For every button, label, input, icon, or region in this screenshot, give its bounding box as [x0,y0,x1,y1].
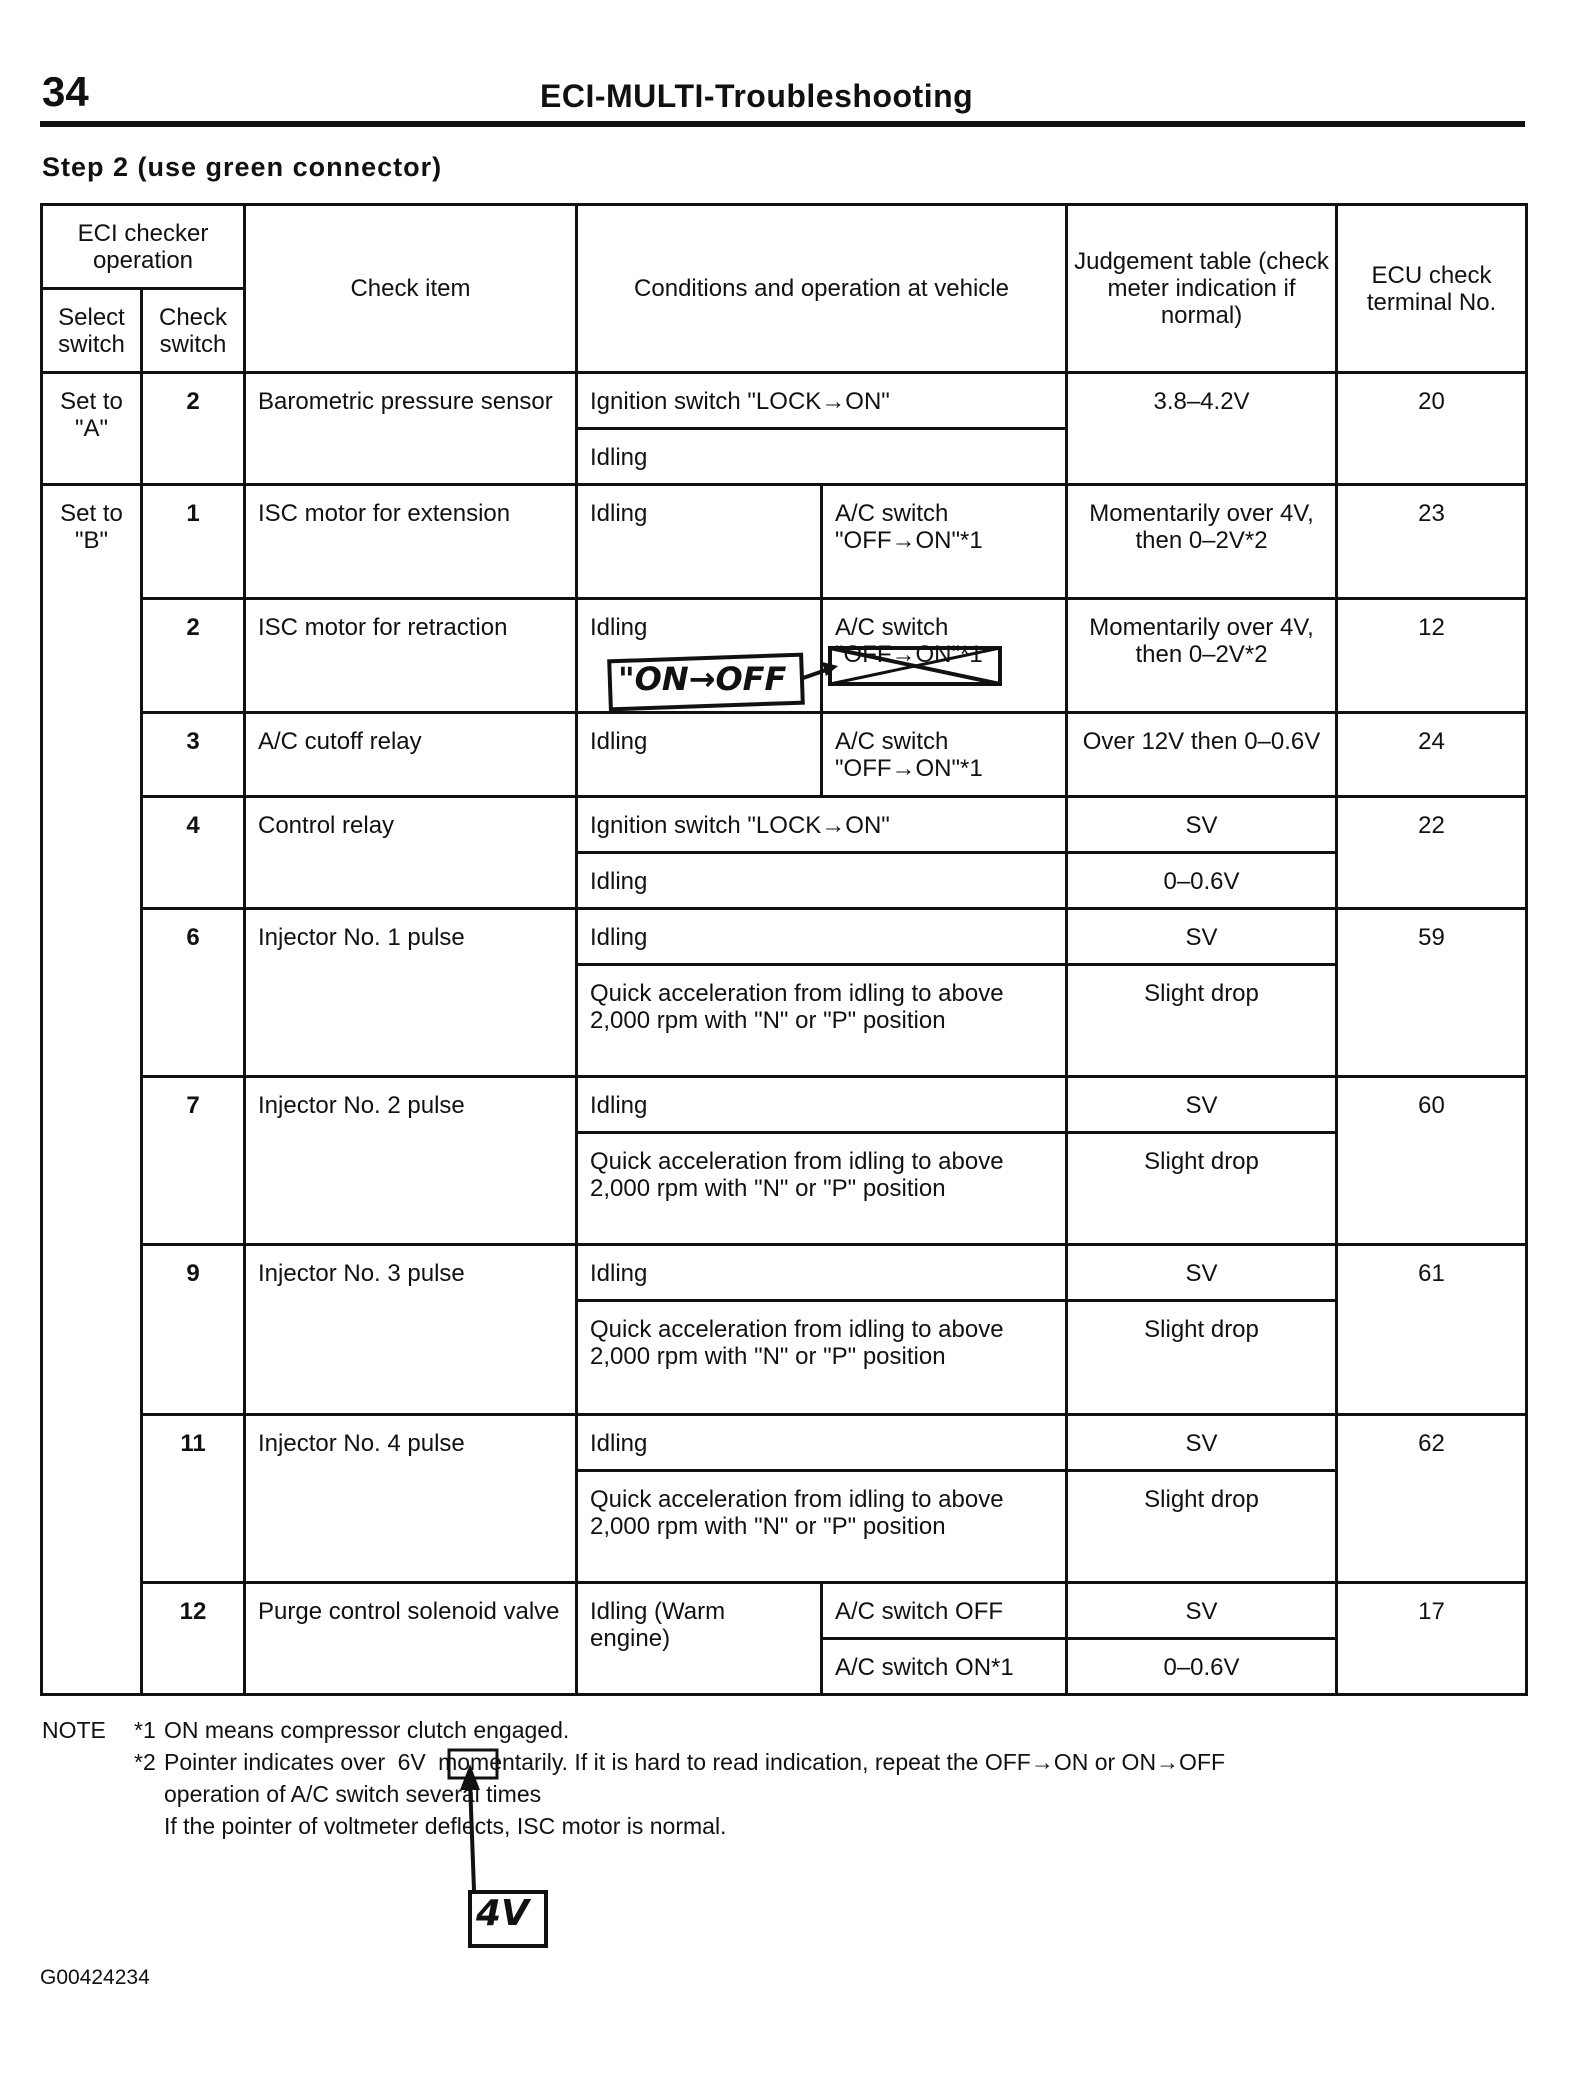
footnote-2-line-3: If the pointer of voltmeter deflects, ISC motor is normal. [164,1813,727,1839]
header-conditions: Conditions and operation at vehicle [577,205,1067,373]
condition: Quick acceleration from idling to above 2,000 rpm with "N" or "P" position [577,1133,1067,1245]
check-item: Barometric pressure sensor [245,373,577,485]
page-number: 34 [42,68,89,115]
check-switch-number: 3 [142,713,245,797]
condition: Quick acceleration from idling to above 2,000 rpm with "N" or "P" position [577,1301,1067,1415]
judgement: 0–0.6V [1067,853,1337,909]
judgement: SV [1067,1415,1337,1471]
header-ecu-terminal: ECU check terminal No. [1337,205,1527,373]
judgement: 0–0.6V [1067,1639,1337,1695]
notes [42,1714,1542,1842]
judgement: Momentarily over 4V, then 0–2V*2 [1067,599,1337,713]
sub-condition: A/C switch ON*1 [822,1639,1067,1695]
page-title: ECI-MULTI-Troubleshooting [540,78,974,114]
condition: Ignition switch "LOCK→ON" [577,797,1067,853]
check-item: Injector No. 4 pulse [245,1415,577,1583]
check-switch-number: 2 [142,373,245,485]
judgement: SV [1067,1583,1337,1639]
header-check-switch: Check switch [142,289,245,373]
check-switch-number: 9 [142,1245,245,1415]
sub-condition: A/C switch "OFF→ON"*1 [822,485,1067,599]
condition: Ignition switch "LOCK→ON" [577,373,1067,429]
judgement: Slight drop [1067,1133,1337,1245]
condition: Idling [577,1077,1067,1133]
sub-condition: A/C switch OFF [822,1583,1067,1639]
sub-condition-struck-out: A/C switch "OFF→ON"*1 [822,599,1067,713]
condition: Idling [577,853,1067,909]
step-heading: Step 2 (use green connector) [42,152,443,182]
ecu-terminal: 59 [1337,909,1527,1077]
check-switch-number: 2 [142,599,245,713]
sub-condition: A/C switch "OFF→ON"*1 [822,713,1067,797]
check-switch-number: 11 [142,1415,245,1583]
condition: Idling [577,599,822,713]
header-check-item: Check item [245,205,577,373]
footnote-2-start: Pointer indicates over [164,1749,386,1775]
check-switch-number: 6 [142,909,245,1077]
judgement: SV [1067,909,1337,965]
check-item: Purge control solenoid valve [245,1583,577,1695]
footnote-2-end: momentarily. If it is hard to read indication, repeat the OFF→ON or ON→OFF [438,1749,1226,1775]
select-switch-b: Set to "B" [42,485,142,1695]
footnote-1: ON means compressor clutch engaged. [164,1717,570,1743]
footnote-mark-2: *2 [134,1749,156,1775]
check-switch-number: 7 [142,1077,245,1245]
ecu-terminal: 60 [1337,1077,1527,1245]
ecu-terminal: 61 [1337,1245,1527,1415]
condition: Idling [577,1245,1067,1301]
judgement: 3.8–4.2V [1067,373,1337,485]
check-item: Injector No. 3 pulse [245,1245,577,1415]
condition: Idling [577,429,1067,485]
handwritten-voltage: 4V [476,1893,529,1934]
judgement: SV [1067,1077,1337,1133]
condition: Idling [577,713,822,797]
judgement: Slight drop [1067,1301,1337,1415]
condition: Idling [577,485,822,599]
ecu-terminal: 20 [1337,373,1527,485]
check-item: Injector No. 2 pulse [245,1077,577,1245]
check-switch-number: 4 [142,797,245,909]
judgement: SV [1067,1245,1337,1301]
document-id: G00424234 [40,1966,150,1989]
footnote-mark-1: *1 [134,1717,156,1743]
condition: Idling [577,909,1067,965]
ecu-terminal: 17 [1337,1583,1527,1695]
footnote-2-line-2: operation of A/C switch several times [164,1781,542,1807]
check-switch-number: 12 [142,1583,245,1695]
check-item: ISC motor for retraction [245,599,577,713]
condition: Idling (Warm engine) [577,1583,822,1695]
condition: Idling [577,1415,1067,1471]
judgement: Over 12V then 0–0.6V [1067,713,1337,797]
select-switch-a: Set to "A" [42,373,142,485]
ecu-terminal: 22 [1337,797,1527,909]
check-item: A/C cutoff relay [245,713,577,797]
header-select-switch: Select switch [42,289,142,373]
judgement: Slight drop [1067,1471,1337,1583]
footnote-2-value: 6V [397,1749,426,1775]
check-item: Control relay [245,797,577,909]
header-eci-checker-operation: ECI checker operation [42,205,245,289]
judgement: SV [1067,797,1337,853]
condition: Quick acceleration from idling to above 2,000 rpm with "N" or "P" position [577,965,1067,1077]
check-item: ISC motor for extension [245,485,577,599]
ecu-terminal: 24 [1337,713,1527,797]
handwritten-correction: "ON→OFF [618,660,787,698]
note-label: NOTE [42,1717,106,1743]
ecu-terminal: 62 [1337,1415,1527,1583]
header-judgement: Judgement table (check meter indication if normal) [1067,205,1337,373]
judgement: Momentarily over 4V, then 0–2V*2 [1067,485,1337,599]
ecu-terminal: 12 [1337,599,1527,713]
check-switch-number: 1 [142,485,245,599]
check-item: Injector No. 1 pulse [245,909,577,1077]
condition: Quick acceleration from idling to above 2,000 rpm with "N" or "P" position [577,1471,1067,1583]
ecu-terminal: 23 [1337,485,1527,599]
judgement: Slight drop [1067,965,1337,1077]
